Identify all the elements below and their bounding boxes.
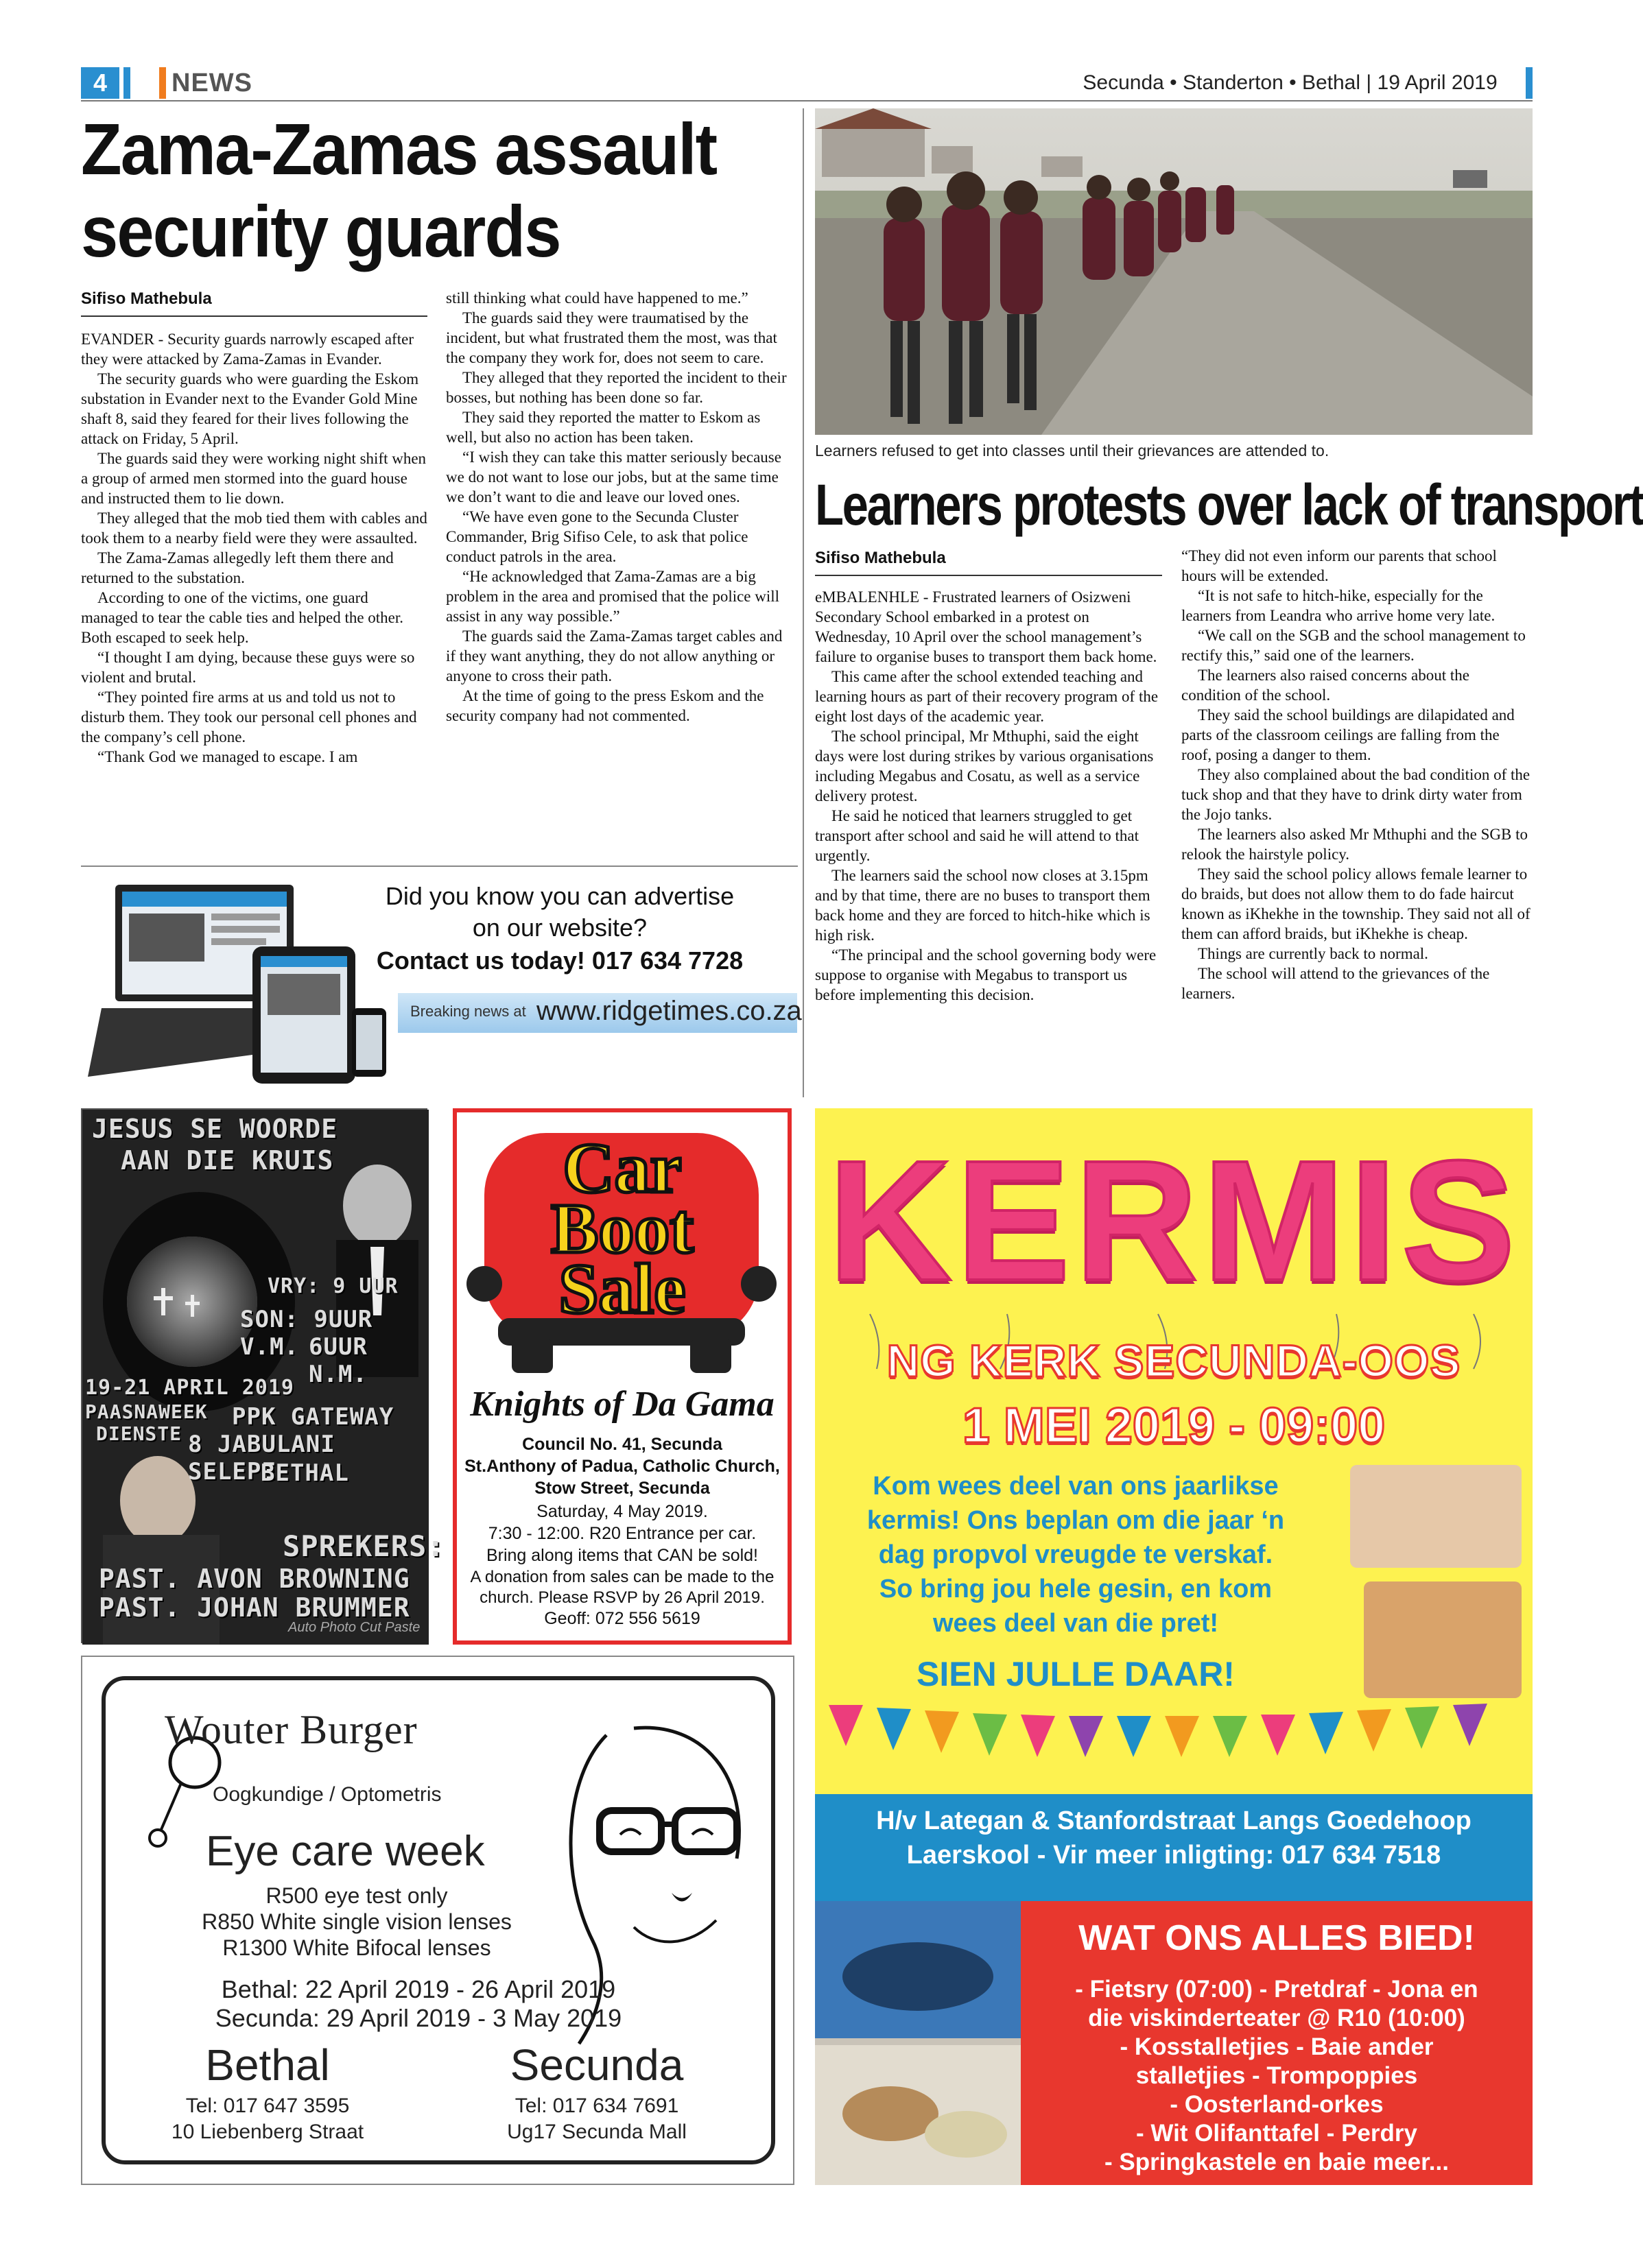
paragraph: “The principal and the school governing body were suppose to organise with Megabus to transport us before implementing this decision. xyxy=(815,946,1157,1003)
header-accent-blue xyxy=(123,67,130,99)
paragraph: eMBALENHLE - Frustrated learners of Osizweni Secondary School embarked in a protest on Wednesday, 10 April over the school management’s failure to organise buses to transport them back home. xyxy=(815,588,1157,665)
car-line1: Council No. 41, Secunda xyxy=(522,1435,722,1454)
paragraph: This came after the school extended teaching and learning hours as part of their recovery program of the eight lost days of the academic year. xyxy=(815,668,1159,725)
header-accent-orange xyxy=(159,67,166,99)
paragraph: The guards said they were traumatised by the incident, but what frustrated them the most, was that the company they work for, does not seem to care. xyxy=(446,309,777,366)
price-single-vision: R850 White single vision lenses xyxy=(202,1909,512,1934)
offer-title: WAT ONS ALLES BIED! xyxy=(1078,1918,1475,1958)
paragraph: “It is not safe to hitch-hike, especially for the learners from Leandra who arrive home very late. xyxy=(1181,587,1496,624)
dates-secunda: Secunda: 29 April 2019 - 3 May 2019 xyxy=(215,2004,622,2032)
car-line2: St.Anthony of Padua, Catholic Church, xyxy=(464,1457,780,1476)
paragraph: They alleged that they reported the incident to their bosses, but nothing has been done so far. xyxy=(446,369,787,406)
section-label: NEWS xyxy=(172,69,252,97)
paragraph: The learners also raised concerns about the condition of the school. xyxy=(1181,667,1469,704)
paragraph: “They did not even inform our parents that school hours will be extended. xyxy=(1181,547,1497,584)
paragraph: The guards said they were working night shift when a group of armed men stormed into the guard house and instructed them to lie down. xyxy=(81,450,427,507)
header-accent-right xyxy=(1526,67,1533,99)
car-word: Car xyxy=(563,1129,682,1208)
sale-word: Sale xyxy=(558,1250,686,1328)
jesus-dates: 19-21 APRIL 2019 xyxy=(85,1376,294,1400)
jesus-son1: SON: 9UUR V.M. xyxy=(240,1306,373,1361)
date: 19 April 2019 xyxy=(1377,71,1498,94)
article1-column2 xyxy=(446,288,792,726)
paragraph: “I wish they can take this matter seriously because we do not want to lose our jobs, but at the same time we don’t want to die and leave our loved ones. xyxy=(446,449,781,505)
paragraph: He said he noticed that learners struggled to get transport after school and said he will attend to that urgently. xyxy=(815,807,1139,864)
car-line8: church. Please RSVP by 26 April 2019. xyxy=(480,1588,765,1607)
photo-caption: Learners refused to get into classes until their grievances are attended to. xyxy=(815,442,1329,459)
brand-first: Wouter xyxy=(165,1707,289,1752)
price-eye-test: R500 eye test only xyxy=(265,1883,448,1908)
protest-photo xyxy=(815,108,1533,435)
kermis-date: 1 MEI 2019 - 09:00 xyxy=(962,1398,1386,1453)
branch-secunda: Secunda xyxy=(510,2040,684,2090)
offer-item: - Oosterland-orkes xyxy=(1170,2091,1384,2118)
branch-bethal: Bethal xyxy=(205,2040,330,2090)
bethal-address: 10 Liebenberg Straat xyxy=(171,2121,364,2143)
web-ad-line1: Did you know you can advertise xyxy=(385,882,735,910)
jesus-title2: AAN DIE KRUIS xyxy=(121,1145,334,1175)
jesus-paas1: PAASNAWEEK xyxy=(85,1400,208,1423)
article1-headline xyxy=(81,108,737,273)
kermis-advert xyxy=(815,1108,1533,2185)
paragraph: The learners said the school now closes at 3.15pm and by that time, there are no buses to transport them back home and they are forced to hitch-hike which is high risk. xyxy=(815,867,1150,944)
jesus-title1: JESUS SE WOORDE xyxy=(92,1114,338,1144)
boot-word: Boot xyxy=(551,1189,694,1268)
paragraph: “We have even gone to the Secunda Cluster Commander, Brig Sifiso Cele, to ask that police conduct patrols in the area. xyxy=(446,508,748,565)
kids-photo xyxy=(1350,1465,1522,1568)
bouncy-castle-photo xyxy=(1364,1581,1522,1698)
article2-headline: Learners protests over lack of transport xyxy=(815,473,1643,537)
car-line5: 7:30 - 12:00. R20 Entrance per car. xyxy=(488,1524,757,1543)
article2-column2 xyxy=(1181,546,1531,1003)
jesus-speakers: SPREKERS: xyxy=(283,1529,445,1563)
kermis-body-line: wees deel van die pret! xyxy=(932,1609,1219,1638)
headline-line1: Zama-Zamas assault xyxy=(81,109,717,190)
bethal-tel: Tel: 017 647 3595 xyxy=(185,2094,350,2117)
page-number: 4 xyxy=(81,67,119,99)
byline-rule xyxy=(81,315,427,317)
paragraph: The school principal, Mr Mthuphi, said the eight days were lost during strikes by various organisations including Megabus and Cosatu, as well as a service delivery protest. xyxy=(815,728,1154,804)
car-boot-sale-advert xyxy=(453,1108,792,1645)
offer-item: die viskinderteater @ R10 (10:00) xyxy=(1088,2005,1465,2031)
offer-list xyxy=(1021,1975,1533,2177)
paragraph: They also complained about the bad condition of the tuck shop and that they have to drink dirty water from the Jojo tanks. xyxy=(1181,766,1530,823)
sien-julle-daar: SIEN JULLE DAAR! xyxy=(917,1655,1235,1693)
kermis-body-line: kermis! Ons beplan om die jaar ‘n xyxy=(866,1506,1285,1535)
paragraph: “I thought I am dying, because these guys were so violent and brutal. xyxy=(81,649,415,686)
breaking-news-label: Breaking news at xyxy=(410,1003,526,1020)
header-rule xyxy=(81,100,1533,102)
edition-date xyxy=(1083,67,1524,99)
paragraph: The Zama-Zamas allegedly left them there and returned to the substation. xyxy=(81,549,394,586)
web-ad-line2: on our website? xyxy=(472,914,648,942)
paragraph: “We call on the SGB and the school management to rectify this,” said one of the learners. xyxy=(1181,627,1526,664)
knights-da-gama: Knights of Da Gama xyxy=(470,1385,775,1424)
article2-byline: Sifiso Mathebula xyxy=(815,549,946,567)
paragraph: still thinking what could have happened to me.” xyxy=(446,289,748,307)
article1-byline: Sifiso Mathebula xyxy=(81,289,212,308)
price-bifocal: R1300 White Bifocal lenses xyxy=(222,1935,491,1960)
paragraph: The security guards who were guarding the Eskom substation in Evander next to the Evander Gold Mine shaft 8, said they feared for their lives following the attack on Friday, 5 April. xyxy=(81,370,419,447)
optometrist-subtitle: Oogkundige / Optometris xyxy=(213,1783,442,1806)
kermis-body-line: So bring jou hele gesin, en kom xyxy=(879,1575,1273,1603)
jesus-speaker2: PAST. JOHAN BRUMMER xyxy=(99,1592,410,1623)
easter-services-advert xyxy=(81,1108,445,1643)
kermis-body-line: dag propvol vreugde te verskaf. xyxy=(878,1540,1273,1569)
offer-item: - Fietsry (07:00) - Pretdraf - Jona en xyxy=(1075,1976,1478,2003)
bunting xyxy=(815,1698,1533,1780)
paragraph: “He acknowledged that Zama-Zamas are a big problem in the area and promised that the police will assist in any way possible.” xyxy=(446,568,780,625)
offer-item: - Springkastele en baie meer... xyxy=(1104,2149,1449,2175)
paragraph: The school will attend to the grievances of the learners. xyxy=(1181,965,1490,1002)
kermis-address2: Laerskool - Vir meer inligting: 017 634 7518 xyxy=(906,1841,1441,1870)
paragraph: “They pointed fire arms at us and told us not to disturb them. They took our personal cell phones and the company’s cell phone. xyxy=(81,689,417,745)
offer-item: stalletjies - Trompoppies xyxy=(1135,2062,1418,2089)
column-divider xyxy=(803,864,804,1097)
car-line6: Bring along items that CAN be sold! xyxy=(486,1546,759,1565)
paragraph: According to one of the victims, one guard managed to tear the cable ties and helped the other. Both escaped to seek help. xyxy=(81,589,404,646)
jesus-venue2: 8 JABULANI SELEPE xyxy=(188,1431,335,1485)
dates-bethal: Bethal: 22 April 2019 - 26 April 2019 xyxy=(221,1975,616,2003)
paragraph: Things are currently back to normal. xyxy=(1198,945,1428,962)
article1-column1 xyxy=(81,329,427,767)
offer-item: - Kosstalletjies - Baie ander xyxy=(1120,2033,1434,2060)
paragraph: At the time of going to the press Eskom and the security company had not commented. xyxy=(446,687,764,724)
offer-item: - Wit Olifanttafel - Perdry xyxy=(1135,2120,1417,2147)
car-line4: Saturday, 4 May 2019. xyxy=(536,1502,708,1521)
website-url[interactable]: www.ridgetimes.co.za xyxy=(536,996,802,1026)
jesus-paas2: DIENSTE xyxy=(96,1422,182,1445)
separator: | xyxy=(1366,71,1378,94)
brand-last: Burger xyxy=(300,1707,418,1752)
jesus-venue3: BETHAL xyxy=(261,1459,349,1487)
car-line3: Stow Street, Secunda xyxy=(534,1479,710,1498)
kermis-title: KERMIS xyxy=(827,1125,1520,1316)
theatre-photo xyxy=(815,1901,1021,2185)
headline-line2: security guards xyxy=(81,191,560,272)
edition: Secunda • Standerton • Bethal xyxy=(1083,71,1361,94)
kermis-venue: NG KERK SECUNDA-OOS xyxy=(886,1335,1461,1386)
paragraph: The guards said the Zama-Zamas target cables and if they want anything, they do not allow anything or anyone to cross their path. xyxy=(446,628,783,684)
jesus-speaker1: PAST. AVON BROWNING xyxy=(99,1564,410,1594)
paragraph: EVANDER - Security guards narrowly escaped after they were attacked by Zama-Zamas in Evander. xyxy=(81,331,414,368)
jesus-vry: VRY: 9 UUR xyxy=(268,1274,399,1298)
byline-rule xyxy=(815,575,1162,576)
paragraph: “Thank God we managed to escape. I am xyxy=(97,748,358,765)
kermis-body xyxy=(815,1469,1336,1640)
optometrist-brand xyxy=(165,1706,418,1754)
jesus-son2: 6UUR N.M. xyxy=(309,1333,368,1388)
article2-column1 xyxy=(815,587,1162,1005)
secunda-tel: Tel: 017 634 7691 xyxy=(515,2094,679,2117)
jesus-venue1: PPK GATEWAY xyxy=(232,1403,394,1431)
eye-care-headline: Eye care week xyxy=(206,1828,485,1875)
paragraph: They said the school policy allows female learner to do braids, but does not allow them to do fade haircut known as iKhekhe in the township. They said not all of them can afford braids, but iKhekhe is cheap. xyxy=(1181,866,1530,942)
car-line7: A donation from sales can be made to the xyxy=(470,1568,775,1586)
secunda-address: Ug17 Secunda Mall xyxy=(507,2121,687,2143)
kermis-body-line: Kom wees deel van ons jaarlikse xyxy=(873,1472,1279,1501)
paragraph: They alleged that the mob tied them with cables and took them to a nearby field were they were assaulted. xyxy=(81,510,427,547)
car-contact: Geoff: 072 556 5619 xyxy=(544,1609,700,1628)
kermis-address1: H/v Lategan & Stanfordstraat Langs Goedehoop xyxy=(876,1806,1471,1835)
paragraph: The learners also asked Mr Mthuphi and the SGB to relook the hairstyle policy. xyxy=(1181,826,1528,863)
paragraph: They said they reported the matter to Eskom as well, but also no action has been taken. xyxy=(446,409,761,446)
jesus-credit: Auto Photo Cut Paste xyxy=(288,1620,421,1635)
web-ad-contact: Contact us today! 017 634 7728 xyxy=(376,946,744,975)
paragraph: They said the school buildings are dilapidated and parts of the classroom ceilings are falling from the roof, posing a danger to them. xyxy=(1181,706,1515,763)
